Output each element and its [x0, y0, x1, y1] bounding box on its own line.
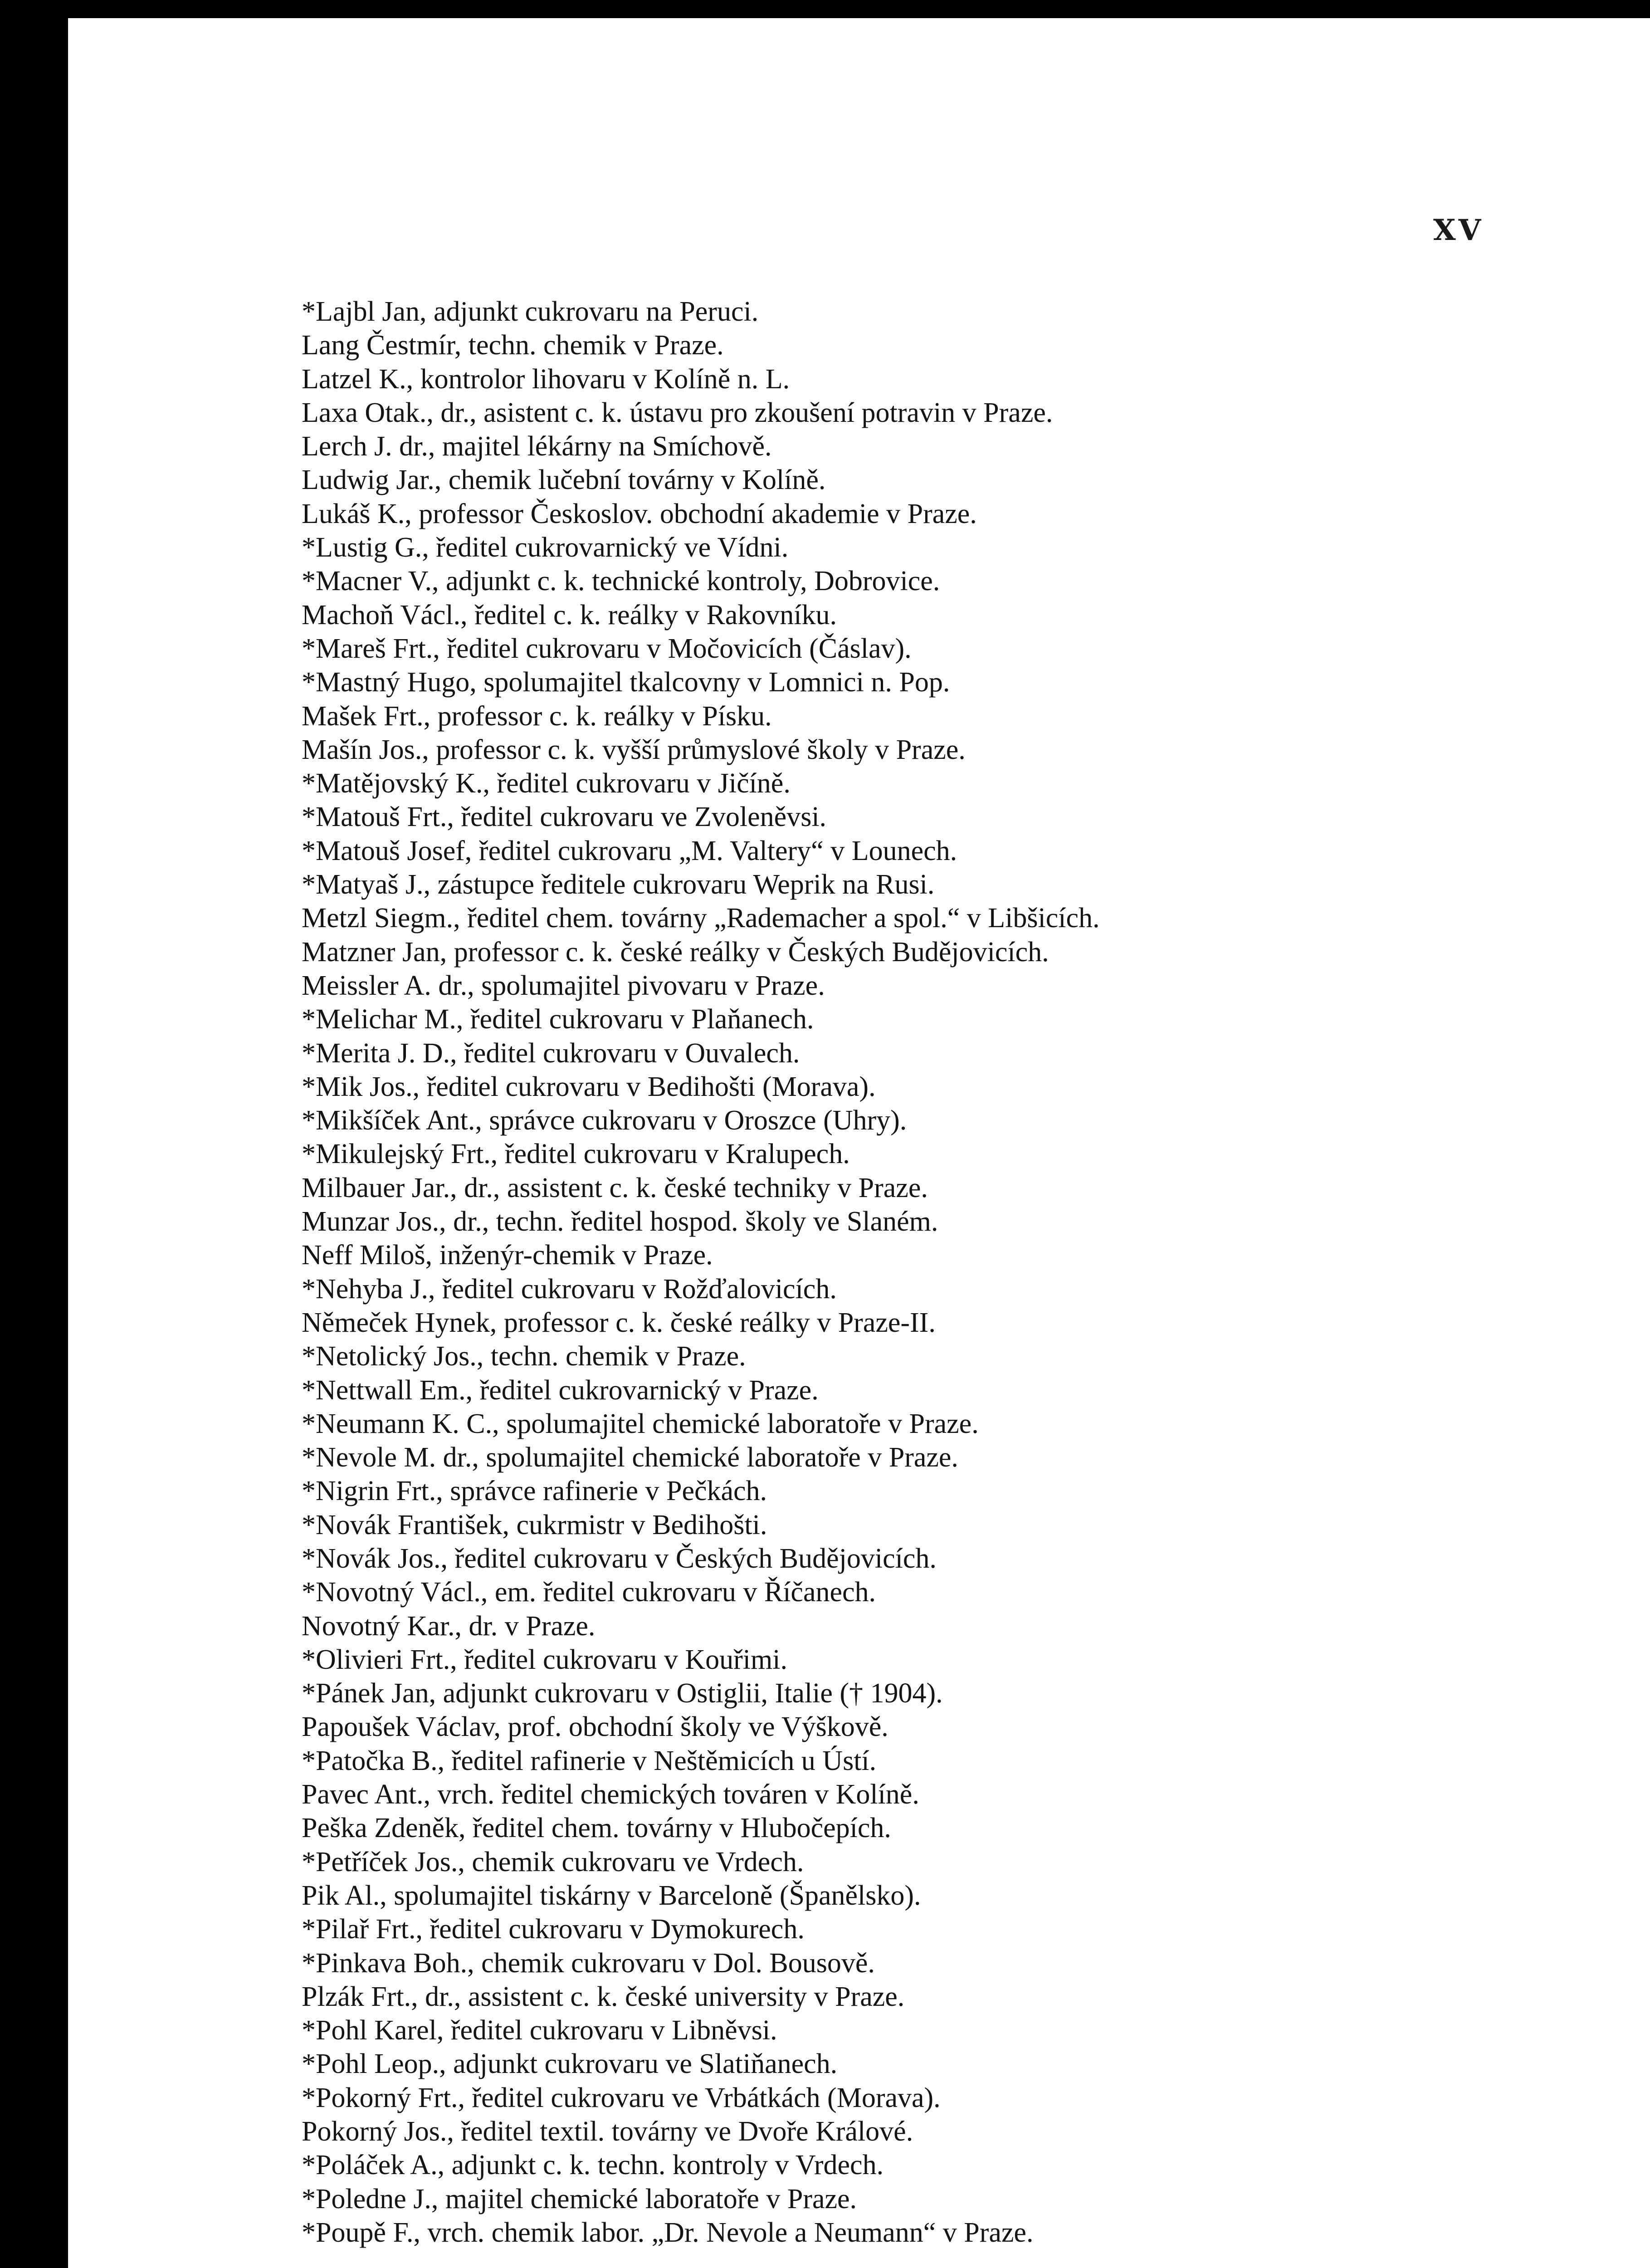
list-item: Ludwig Jar., chemik lučební továrny v Kolíně.: [302, 464, 826, 496]
list-item: Neff Miloš, inženýr-chemik v Praze.: [302, 1240, 713, 1271]
list-item: Lerch J. dr., majitel lékárny na Smíchově.: [302, 431, 772, 462]
list-item: *Macner V., adjunkt c. k. technické kontroly, Dobrovice.: [302, 566, 940, 597]
list-item: Plzák Frt., dr., assistent c. k. české university v Praze.: [302, 1981, 905, 2012]
page-number: XV: [1433, 213, 1484, 247]
list-item: *Nettwall Em., ředitel cukrovarnický v Praze.: [302, 1374, 819, 1406]
list-item: Metzl Siegm., ředitel chem. továrny „Rademacher a spol.“ v Libšicích.: [302, 903, 1100, 934]
list-item: *Pánek Jan, adjunkt cukrovaru v Ostiglii, Italie († 1904).: [302, 1678, 943, 1709]
list-item: Laxa Otak., dr., asistent c. k. ústavu pro zkoušení potravin v Praze.: [302, 397, 1053, 428]
list-item: *Matouš Josef, ředitel cukrovaru „M. Valtery“ v Lounech.: [302, 835, 957, 866]
list-item: *Pinkava Boh., chemik cukrovaru v Dol. Bousově.: [302, 1947, 875, 1979]
list-item: Peška Zdeněk, ředitel chem. továrny v Hlubočepích.: [302, 1813, 891, 1844]
list-item: *Merita J. D., ředitel cukrovaru v Ouvalech.: [302, 1037, 800, 1069]
list-item: *Novák Jos., ředitel cukrovaru v Českých Budějovicích.: [302, 1543, 937, 1574]
list-item: Němeček Hynek, professor c. k. české reálky v Praze-II.: [302, 1307, 936, 1338]
list-item: *Pohl Leop., adjunkt cukrovaru ve Slatiňanech.: [302, 2048, 838, 2080]
list-item: Novotný Kar., dr. v Praze.: [302, 1610, 596, 1642]
list-item: *Poláček A., adjunkt c. k. techn. kontroly v Vrdech.: [302, 2150, 884, 2181]
list-item: *Pilař Frt., ředitel cukrovaru v Dymokurech.: [302, 1914, 805, 1945]
list-item: *Patočka B., ředitel rafinerie v Neštěmicích u Ústí.: [302, 1745, 877, 1776]
list-item: Pavec Ant., vrch. ředitel chemických továren v Kolíně.: [302, 1779, 919, 1810]
list-item: *Olivieri Frt., ředitel cukrovaru v Kouřimi.: [302, 1644, 787, 1675]
list-item: *Mikšíček Ant., správce cukrovaru v Oroszce (Uhry).: [302, 1105, 907, 1136]
document-page: [68, 18, 1650, 2268]
list-item: *Nigrin Frt., správce rafinerie v Pečkách.: [302, 1476, 767, 1507]
list-item: *Mastný Hugo, spolumajitel tkalcovny v Lomnici n. Pop.: [302, 667, 950, 698]
list-item: Mašín Jos., professor c. k. vyšší průmyslové školy v Praze.: [302, 734, 966, 765]
list-item: *Pohl Karel, ředitel cukrovaru v Libněvsi.: [302, 2015, 777, 2046]
list-item: Pokorný Jos., ředitel textil. továrny ve Dvoře Králové.: [302, 2116, 913, 2147]
list-item: Meissler A. dr., spolumajitel pivovaru v Praze.: [302, 970, 825, 1001]
list-item: *Matyaš J., zástupce ředitele cukrovaru Weprik na Rusi.: [302, 869, 935, 900]
list-item: Munzar Jos., dr., techn. ředitel hospod. školy ve Slaném.: [302, 1206, 938, 1237]
list-item: Latzel K., kontrolor lihovaru v Kolíně n. L.: [302, 363, 790, 395]
list-item: Lukáš K., professor Českoslov. obchodní akademie v Praze.: [302, 498, 977, 529]
list-item: *Pokorný Frt., ředitel cukrovaru ve Vrbátkách (Morava).: [302, 2082, 941, 2113]
list-item: *Nevole M. dr., spolumajitel chemické laboratoře v Praze.: [302, 1442, 958, 1473]
list-item: *Petříček Jos., chemik cukrovaru ve Vrdech.: [302, 1846, 804, 1877]
list-item: *Lajbl Jan, adjunkt cukrovaru na Peruci.: [302, 296, 759, 327]
list-item: Matzner Jan, professor c. k. české reálky v Českých Budějovicích.: [302, 936, 1049, 968]
list-item: Mašek Frt., professor c. k. reálky v Písku.: [302, 700, 772, 732]
list-item: *Mareš Frt., ředitel cukrovaru v Močovicích (Čáslav).: [302, 633, 912, 664]
list-item: *Matouš Frt., ředitel cukrovaru ve Zvoleněvsi.: [302, 802, 827, 833]
list-item: *Netolický Jos., techn. chemik v Praze.: [302, 1341, 746, 1372]
list-item: *Lustig G., ředitel cukrovarnický ve Vídni.: [302, 532, 789, 563]
list-item: *Novák František, cukrmistr v Bedihošti.: [302, 1509, 767, 1540]
member-list: [302, 295, 1435, 2249]
list-item: *Poupě F., vrch. chemik labor. „Dr. Nevole a Neumann“ v Praze.: [302, 2217, 1034, 2248]
list-item: Machoň Václ., ředitel c. k. reálky v Rakovníku.: [302, 599, 837, 631]
list-item: *Neumann K. C., spolumajitel chemické laboratoře v Praze.: [302, 1408, 979, 1439]
list-item: Lang Čestmír, techn. chemik v Praze.: [302, 330, 724, 361]
list-item: Pik Al., spolumajitel tiskárny v Barceloně (Španělsko).: [302, 1880, 921, 1911]
list-item: *Mikulejský Frt., ředitel cukrovaru v Kralupech.: [302, 1139, 850, 1170]
list-item: *Mik Jos., ředitel cukrovaru v Bedihošti (Morava).: [302, 1071, 876, 1102]
list-item: *Novotný Václ., em. ředitel cukrovaru v Říčanech.: [302, 1577, 876, 1608]
list-item: *Poledne J., majitel chemické laboratoře v Praze.: [302, 2183, 857, 2214]
list-item: *Matějovský K., ředitel cukrovaru v Jičíně.: [302, 768, 791, 799]
list-item: Milbauer Jar., dr., assistent c. k. české techniky v Praze.: [302, 1172, 928, 1203]
list-item: *Nehyba J., ředitel cukrovaru v Rožďalovicích.: [302, 1273, 837, 1305]
list-item: Papoušek Václav, prof. obchodní školy ve Výškově.: [302, 1711, 888, 1743]
list-item: *Melichar M., ředitel cukrovaru v Plaňanech.: [302, 1004, 814, 1035]
